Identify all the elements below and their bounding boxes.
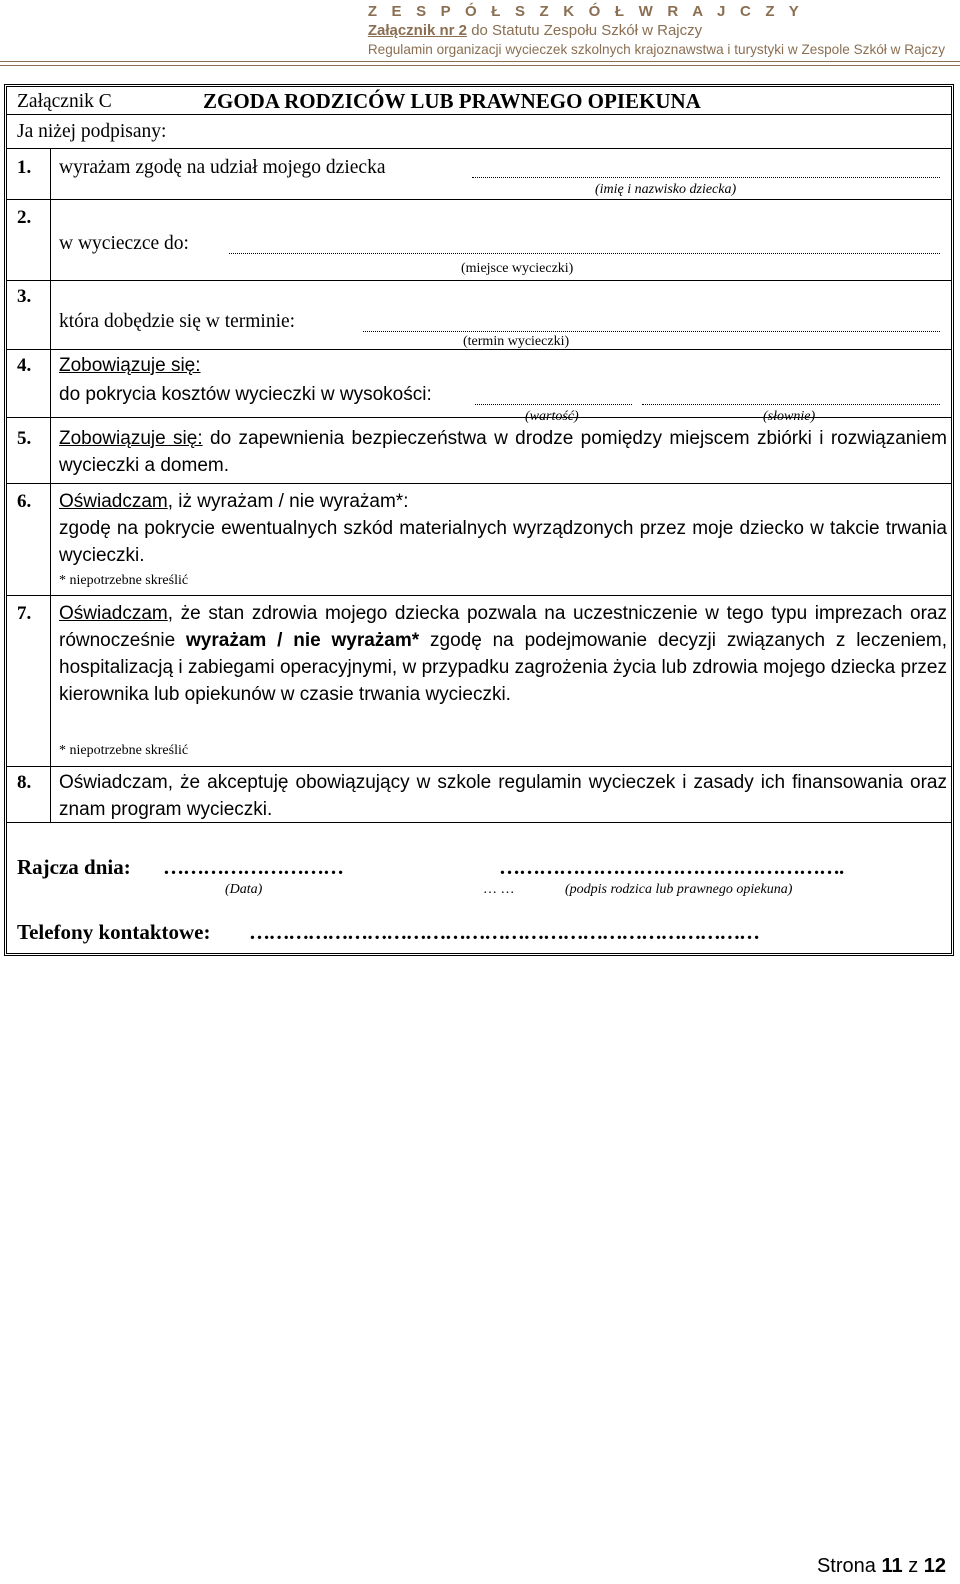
row-divider (7, 595, 951, 596)
intro-text: Ja niżej podpisany: (17, 121, 167, 142)
page-of: z (908, 1555, 919, 1577)
item-3-text: która dobędzie się w terminie: (59, 311, 296, 332)
date-range-hint: (termin wycieczki) (463, 334, 570, 349)
destination-hint: (miejsce wycieczki) (461, 261, 574, 276)
child-name-field[interactable] (472, 177, 940, 178)
annex-statute: do Statutu Zespołu Szkół w Rajczy (467, 22, 703, 39)
amount-field[interactable] (475, 404, 632, 405)
amount-words-hint: (słownie) (763, 409, 816, 424)
date-hint: (Data) (225, 882, 263, 897)
amount-hint: (wartość) (525, 409, 579, 424)
signature-hint-dots: … … (483, 882, 515, 897)
date-label: Rajcza dnia: (17, 855, 131, 879)
row-divider (7, 483, 951, 484)
item-2-text: w wycieczce do: (59, 233, 189, 254)
row-divider (7, 280, 951, 281)
date-field[interactable]: ……………………… (163, 855, 343, 879)
row-divider (7, 114, 951, 115)
item-6-body: zgodę na pokrycie ewentualnych szkód materialnych wyrządzonych przez moje dziecko w takcie trwania wycieczki. (59, 518, 947, 566)
item-1-text: wyrażam zgodę na udział mojego dziecka (59, 157, 386, 178)
page-current: 11 (881, 1555, 903, 1577)
item-7-text (59, 600, 947, 708)
item-7-footnote: * niepotrzebne skreślić (59, 743, 189, 758)
item-4-heading: Zobowiązuje się: (59, 355, 201, 376)
header-rule-thin (0, 65, 960, 66)
item-number: 3. (17, 286, 32, 307)
item-5-text (59, 425, 947, 479)
item-7-choice: wyrażam / nie wyrażam* (186, 630, 420, 651)
item-5-body: do zapewnienia bezpieczeństwa w drodze pomiędzy miejscem zbiórki i rozwiązaniem wycieczki a domem. (59, 428, 947, 476)
child-name-hint: (imię i nazwisko dziecka) (595, 182, 737, 197)
signature-field[interactable]: ……………………………………………. (499, 855, 844, 879)
regulation-title: Regulamin organizacji wycieczek szkolnych krajoznawstwa i turystyki w Zespole Szkół w Rajczy (367, 42, 945, 57)
form-title: ZGODA RODZICÓW LUB PRAWNEGO OPIEKUNA (203, 89, 701, 113)
annex-number: Załącznik nr 2 (367, 22, 468, 39)
item-number: 7. (17, 603, 32, 624)
item-8-text: Oświadczam, że akceptuję obowiązujący w szkole regulamin wycieczek i zasady ich finansowania oraz znam program wycieczki. (59, 772, 947, 820)
item-6-text (59, 488, 947, 569)
item-number: 1. (17, 157, 32, 178)
row-divider (7, 148, 951, 149)
item-5-heading: Zobowiązuje się: (59, 428, 203, 449)
signature-hint: (podpis rodzica lub prawnego opiekuna) (565, 882, 793, 897)
item-7-heading: Oświadczam (59, 603, 168, 624)
page-label: Strona (816, 1555, 876, 1577)
row-divider (7, 199, 951, 200)
consent-form (4, 84, 954, 956)
number-column-line (50, 148, 51, 822)
page-number (817, 1554, 946, 1578)
header-rule (0, 61, 960, 62)
item-number: 8. (17, 772, 32, 793)
item-7-body-a: , że stan zdrowia mojego dziecka pozwala na uczestniczenie w tego typu imprezach oraz równocześnie (59, 603, 947, 651)
document-header (368, 2, 945, 59)
phone-label: Telefony kontaktowe: (17, 920, 211, 944)
destination-field[interactable] (229, 253, 940, 254)
item-number: 2. (17, 207, 32, 228)
item-number: 6. (17, 491, 32, 512)
amount-words-field[interactable] (642, 404, 940, 405)
item-7-body-b: zgodę na podejmowanie decyzji związanych z leczeniem, hospitalizacją i zabiegami operacyjnymi, w przypadku zagrożenia życia lub zdrowia mojego dziecka przez kierownika lub opiekunów w czasie trwania wycieczki. (59, 630, 948, 705)
page-total: 12 (923, 1555, 946, 1577)
date-range-field[interactable] (363, 331, 940, 332)
school-name: Z E S P Ó Ł S Z K Ó Ł W R A J C Z Y (367, 3, 805, 20)
item-number: 5. (17, 428, 32, 449)
item-6-heading: Oświadczam (59, 491, 168, 512)
phone-field[interactable]: …………………………………………………………………… (249, 920, 759, 944)
annex-letter: Załącznik C (17, 91, 112, 112)
annex-reference (368, 21, 945, 40)
item-4-text: do pokrycia kosztów wycieczki w wysokości: (59, 384, 432, 405)
item-6-choice: , iż wyrażam / nie wyrażam*: (167, 491, 409, 512)
item-6-footnote: * niepotrzebne skreślić (59, 573, 189, 588)
item-number: 4. (17, 355, 32, 376)
row-divider (7, 766, 951, 767)
